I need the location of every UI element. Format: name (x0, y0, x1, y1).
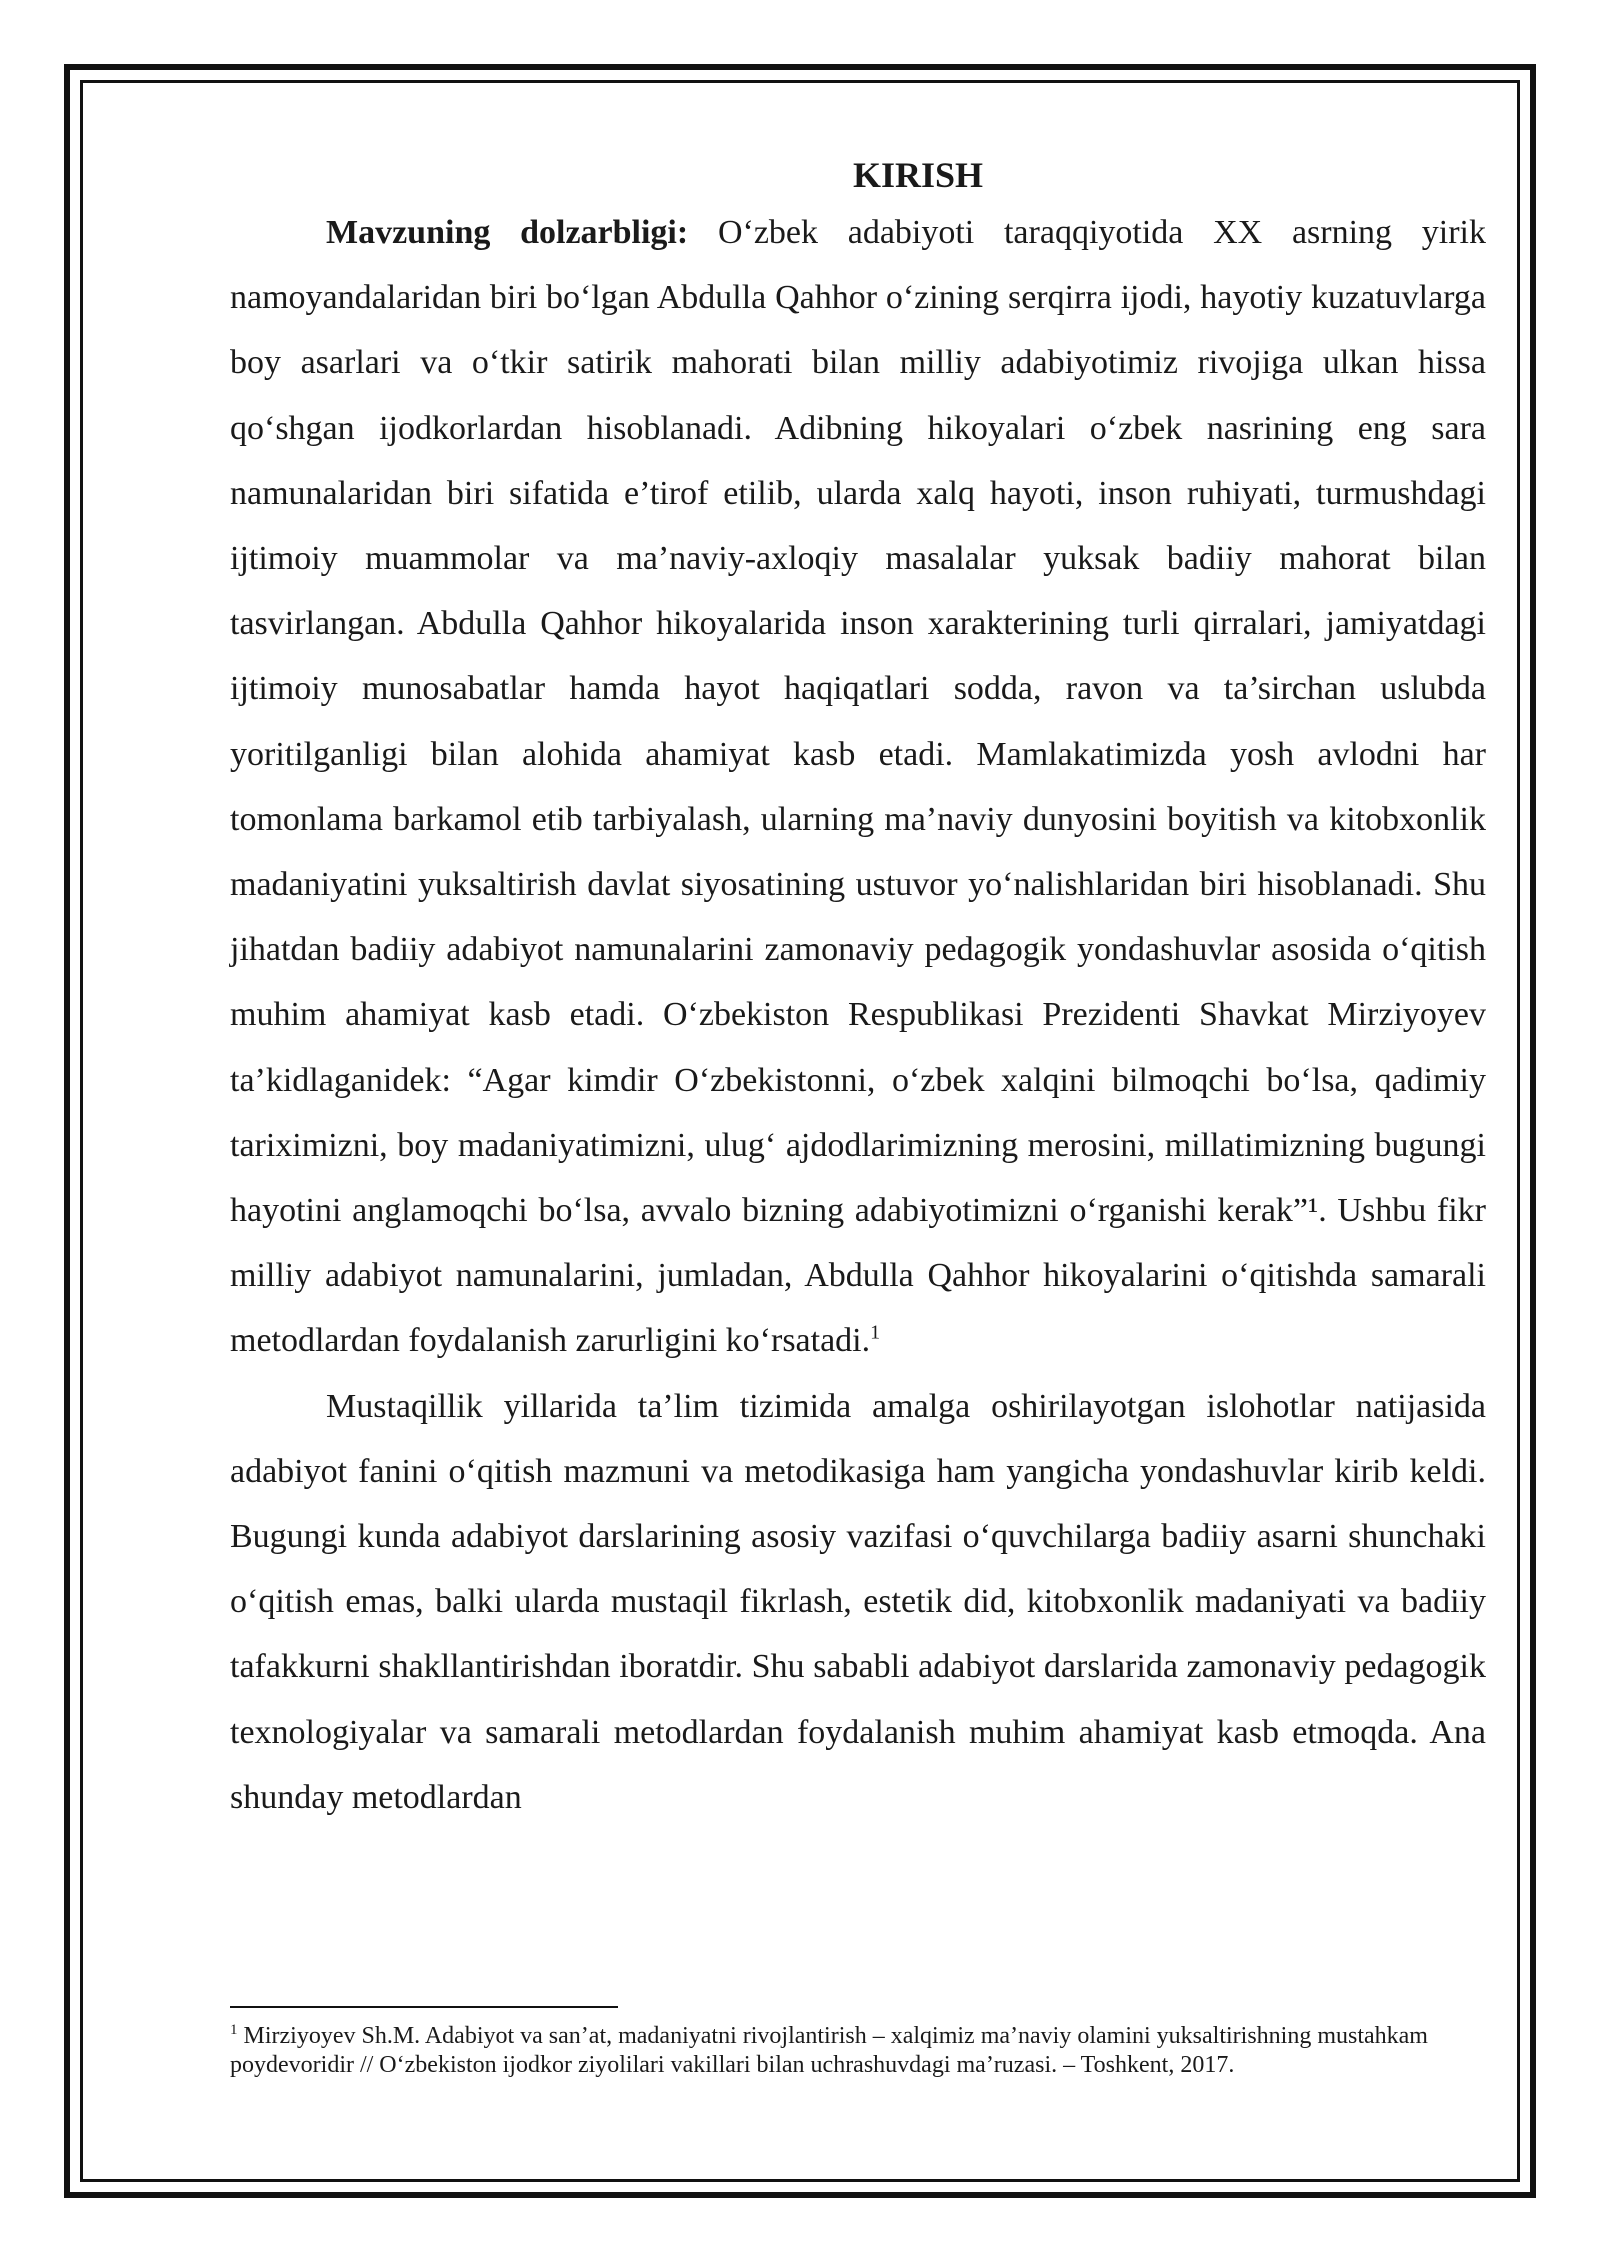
paragraph-lead-label: Mavzuning dolzarbligi: (326, 214, 689, 251)
paragraph-relevance-text: O‘zbek adabiyoti taraqqiyotida XX asrning yirik namoyandalaridan biri bo‘lgan Abdulla Qahhor o‘zining serqirra ijodi, hayotiy kuzatuvlarga boy asarlari va o‘tkir satirik mahorati bilan milliy adabiyotimiz rivojiga ulkan hissa qo‘shgan ijodkorlardan hisoblanadi. Adibning hikoyalari o‘zbek nasrining eng sara namunalaridan biri sifatida e’tirof etilib, ularda xalq hayoti, inson ruhiyati, turmushdagi ijtimoiy muammolar va ma’naviy-axloqiy masalalar yuksak badiiy mahorat bilan tasvirlangan. Abdulla Qahhor hikoyalarida inson xarakterining turli qirralari, jamiyatdagi ijtimoiy munosabatlar hamda hayot haqiqatlari sodda, ravon va ta’sirchan uslubda yoritilganligi bilan alohida ahamiyat kasb etadi. Mamlakatimizda yosh avlodni har tomonlama barkamol etib tarbiyalash, ularning ma’naviy dunyosini boyitish va kitobxonlik madaniyatini yuksaltirish davlat siyosatining ustuvor yo‘nalishlaridan biri hisoblanadi. Shu jihatdan badiiy adabiyot namunalarini zamonaviy pedagogik yondashuvlar asosida o‘qitish muhim ahamiyat kasb etadi. O‘zbekiston Respublikasi Prezidenti Shavkat Mirziyoyev ta’kidlaganidek: “Agar kimdir O‘zbekistonni, o‘zbek xalqini bilmoqchi bo‘lsa, qadimiy tariximizni, boy madaniyatimizni, ulug‘ ajdodlarimizning merosini, millatimizning bugungi hayotini anglamoqchi bo‘lsa, avvalo bizning adabiyotimizni o‘rganishi kerak”¹. Ushbu fikr milliy adabiyot namunalarini, jumladan, Abdulla Qahhor hikoyalarini o‘qitishda samarali metodlardan foydalanish zarurligini ko‘rsatadi. (230, 214, 1486, 1360)
page-body (230, 150, 1486, 1830)
footnote-number: 1 (230, 2022, 238, 2038)
footnote-separator (230, 2006, 618, 2008)
paragraph-independence: Mustaqillik yillarida ta’lim tizimida amalga oshirilayotgan islohotlar natijasida adabiyot fanini o‘qitish mazmuni va metodikasiga ham yangicha yondashuvlar kirib keldi. Bugungi kunda adabiyot darslarining asosiy vazifasi o‘quvchilarga badiiy asarni shunchaki o‘qitish emas, balki ularda mustaqil fikrlash, estetik did, kitobxonlik madaniyati va badiiy tafakkurni shakllantirishdan iboratdir. Shu sababli adabiyot darslarida zamonaviy pedagogik texnologiyalar va samarali metodlardan foydalanish muhim ahamiyat kasb etmoqda. Ana shunday metodlardan (230, 1387, 1486, 1816)
paragraph-relevance (230, 200, 1486, 1374)
footnote-1 (230, 2022, 1486, 2080)
footnote-text: Mirziyoyev Sh.M. Adabiyot va san’at, madaniyatni rivojlantirish – xalqimiz ma’naviy olamini yuksaltirishning mustahkam poydevoridir // O‘zbekiston ijodkor ziyolilari vakillari bilan uchrashuvdagi ma’ruzasi. – Toshkent, 2017. (230, 2023, 1428, 2078)
page-title: KIRISH (852, 155, 984, 195)
footnote-reference[interactable]: 1 (870, 1322, 881, 1345)
footnote-area (230, 2006, 1486, 2080)
